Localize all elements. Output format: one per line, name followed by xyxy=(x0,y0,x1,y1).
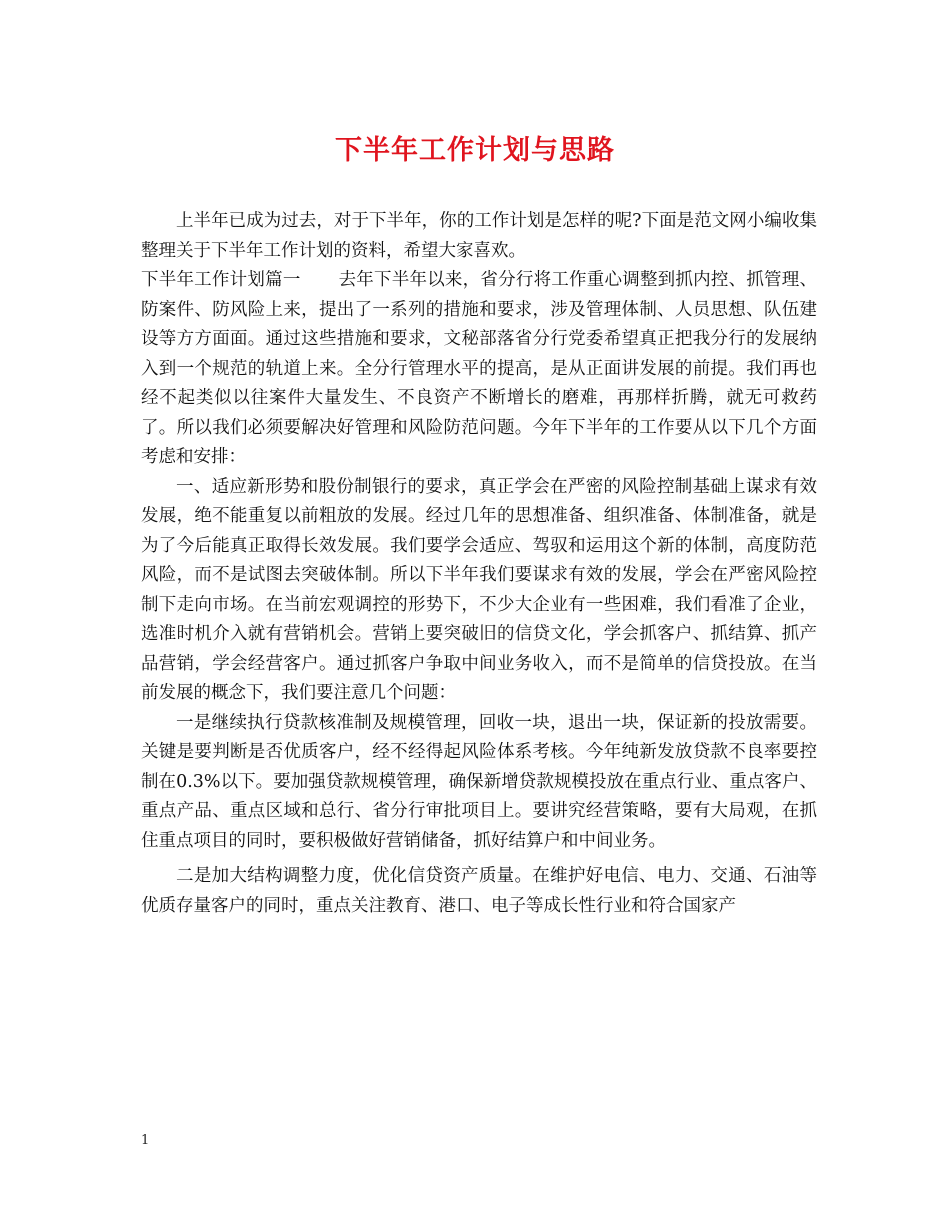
section-text: 去年下半年以来，省分行将工作重心调整到抓内控、抓管理、防案件、防风险上来，提出了一系列的措施和要求，涉及管理体制、人员思想、队伍建设等方方面面。通过这些措施和要求，文秘部落省分行党委希望真正把我分行的发展纳入到一个规范的轨道上来。全分行管理水平的提高，是从正面讲发展的前提。我们再也经不起类似以往案件大量发生、不良资产不断增长的磨难，再那样折腾，就无可救药了。所以我们必须要解决好管理和风险防范问题。今年下半年的工作要从以下几个方面考虑和安排： xyxy=(141,270,818,467)
body-paragraph-2: 一是继续执行贷款核准制及规模管理，回收一块，退出一块，保证新的投放需要。关键是要判断是否优质客户，经不经得起风险体系考核。今年纯新发放贷款不良率要控制在0.3%以下。要加强贷款规模管理，确保新增贷款规模投放在重点行业、重点客户、重点产品、重点区域和总行、省分行审批项目上。要讲究经营策略，要有大局观，在抓住重点项目的同时，要积极做好营销储备，抓好结算户和中间业务。 xyxy=(141,712,817,851)
document-title: 下半年工作计划与思路 xyxy=(335,135,615,166)
section-paragraph xyxy=(141,266,817,473)
body-paragraph-1: 一、适应新形势和股份制银行的要求，真正学会在严密的风险控制基础上谋求有效发展，绝不能重复以前粗放的发展。经过几年的思想准备、组织准备、体制准备，就是为了今后能真正取得长效发展。我们要学会适应、驾驭和运用这个新的体制，高度防范风险，而不是试图去突破体制。所以下半年我们要谋求有效的发展，学会在严密风险控制下走向市场。在当前宏观调控的形势下，不少大企业有一些困难，我们看准了企业，选准时机介入就有营销机会。营销上要突破旧的信贷文化，学会抓客户、抓结算、抓产品营销，学会经营客户。通过抓客户争取中间业务收入，而不是简单的信贷投放。在当前发展的概念下，我们要注意几个问题： xyxy=(141,476,817,703)
intro-paragraph: 上半年已成为过去，对于下半年，你的工作计划是怎样的呢?下面是范文网小编收集整理关于下半年工作计划的资料，希望大家喜欢。 xyxy=(141,211,817,261)
section-label: 下半年工作计划篇一 xyxy=(141,270,301,290)
document-body xyxy=(141,207,817,921)
page-number: 1 xyxy=(141,1133,150,1148)
body-paragraph-3: 二是加大结构调整力度，优化信贷资产质量。在维护好电信、电力、交通、石油等优质存量客户的同时，重点关注教育、港口、电子等成长性行业和符合国家产 xyxy=(141,866,817,916)
